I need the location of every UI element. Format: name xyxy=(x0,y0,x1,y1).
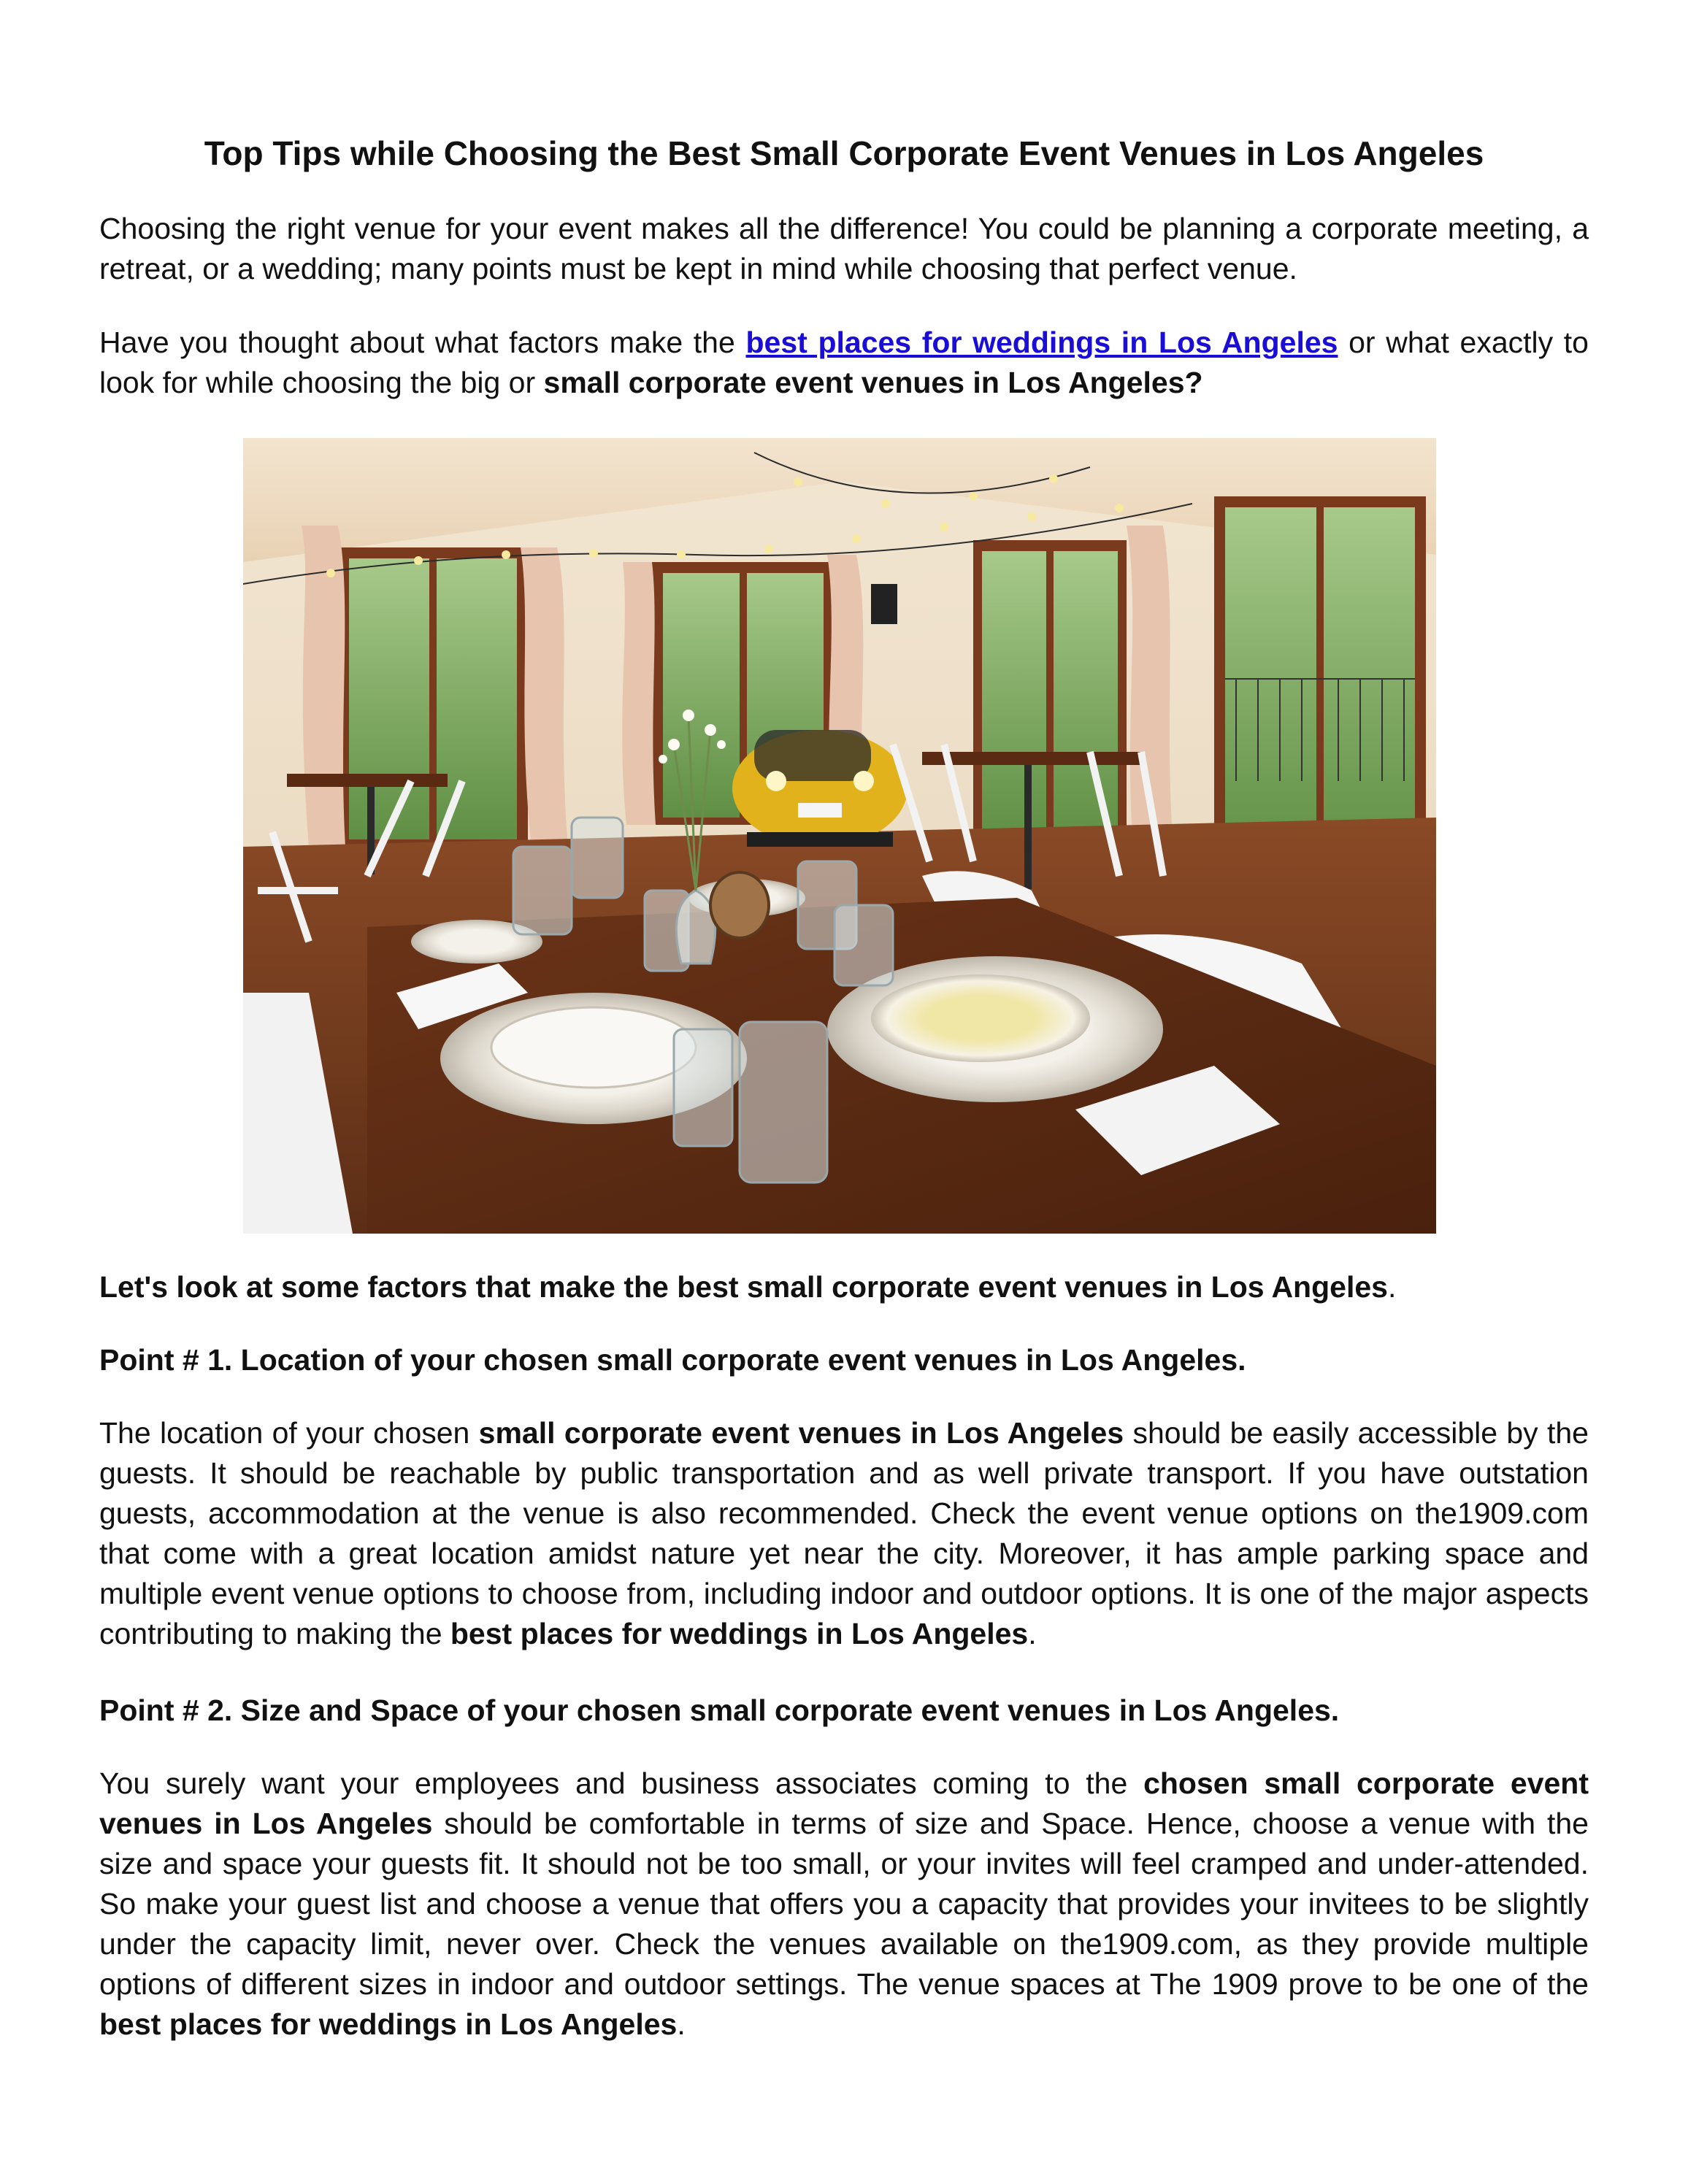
point1-bold-2: best places for weddings in Los Angeles xyxy=(450,1617,1029,1650)
point1-text-end: . xyxy=(1028,1617,1037,1650)
point2-text-start: You surely want your employees and business associates coming to the xyxy=(99,1766,1144,1800)
point2-heading: Point # 2. Size and Space of your chosen small corporate event venues in Los Angeles. xyxy=(99,1693,1340,1727)
question-bold: small corporate event venues in Los Angeles? xyxy=(543,366,1203,399)
question-text-middle: or what exactly to look for while choosing the big or xyxy=(99,326,1589,399)
question-paragraph xyxy=(99,323,1589,403)
point1-text-mid: should be easily accessible by the guests. It should be reachable by public transportation and as well private transport. If you have outstation guests, accommodation at the venue is also recommended. Check the event venue options on the1909.com that come with a great location amidst nature yet near the city. Moreover, it has ample parking space and multiple event venue options to choose from, including indoor and outdoor options. It is one of the major aspects contributing to making the xyxy=(99,1416,1589,1650)
factors-intro-period: . xyxy=(1387,1270,1397,1304)
weddings-link[interactable]: best places for weddings in Los Angeles xyxy=(745,326,1338,359)
point1-text-start: The location of your chosen xyxy=(99,1416,479,1450)
point2-paragraph xyxy=(99,1764,1589,2045)
venue-photo xyxy=(243,438,1436,1234)
point2-text-mid: should be comfortable in terms of size and Space. Hence, choose a venue with the size and space your guests fit. It should not be too small, or your invites will feel cramped and under-attended. So make your guest list and choose a venue that offers you a capacity that provides your invitees to be slightly under the capacity limit, never over. Check the venues available on the1909.com, as they provide multiple options of different sizes in indoor and outdoor settings. The venue spaces at The 1909 prove to be one of the xyxy=(99,1807,1589,2001)
point2-bold-1: chosen small corporate event venues in Los Angeles xyxy=(99,1766,1589,1840)
point1-paragraph xyxy=(99,1413,1589,1654)
point1-heading: Point # 1. Location of your chosen small corporate event venues in Los Angeles. xyxy=(99,1343,1246,1377)
factors-intro xyxy=(99,1267,1589,1307)
question-text-before: Have you thought about what factors make the xyxy=(99,326,746,359)
point2-bold-2: best places for weddings in Los Angeles xyxy=(99,2007,678,2041)
page-title: Top Tips while Choosing the Best Small Corporate Event Venues in Los Angeles xyxy=(204,134,1484,172)
point1-bold-1: small corporate event venues in Los Angeles xyxy=(478,1416,1124,1450)
intro-paragraph: Choosing the right venue for your event makes all the difference! You could be planning a corporate meeting, a retreat, or a wedding; many points must be kept in mind while choosing that perfect venue. xyxy=(99,212,1589,285)
point2-text-end: . xyxy=(677,2007,686,2041)
factors-intro-text: Let's look at some factors that make the best small corporate event venues in Los Angeles xyxy=(99,1270,1388,1304)
